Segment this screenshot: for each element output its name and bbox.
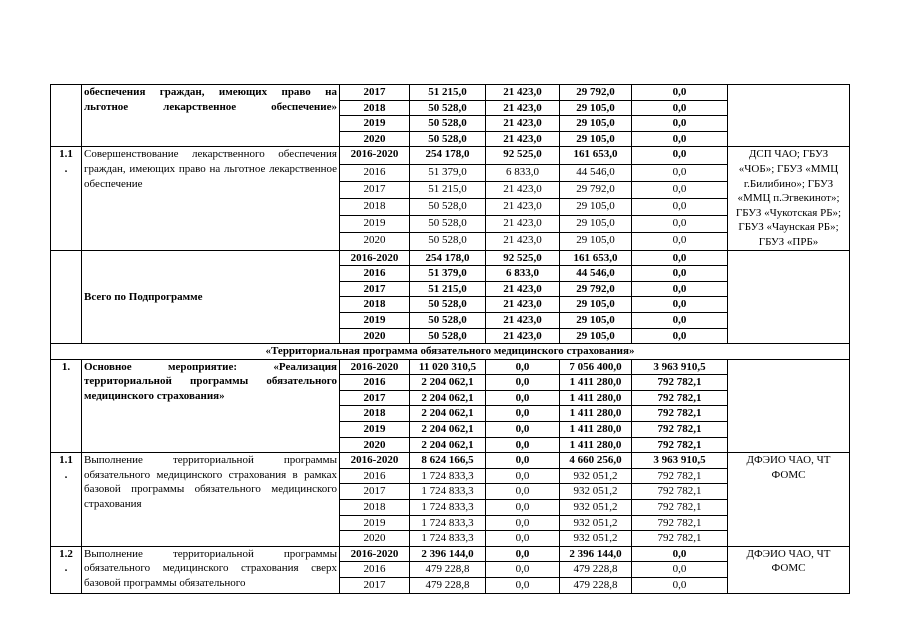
amount-cell: 792 782,1: [632, 531, 728, 547]
amount-cell: 2 204 062,1: [410, 390, 486, 406]
amount-cell: 1 724 833,3: [410, 484, 486, 500]
year-cell: 2016-2020: [340, 147, 410, 164]
amount-cell: 29 792,0: [560, 281, 632, 297]
amount-cell: 1 724 833,3: [410, 500, 486, 516]
budget-table: [50, 84, 850, 594]
amount-cell: 2 204 062,1: [410, 437, 486, 453]
year-cell: 2017: [340, 85, 410, 101]
year-cell: 2016-2020: [340, 546, 410, 562]
amount-cell: 792 782,1: [632, 500, 728, 516]
year-cell: 2016: [340, 375, 410, 391]
amount-cell: 50 528,0: [410, 116, 486, 132]
item-number: 1.1 .: [51, 147, 82, 250]
year-cell: 2020: [340, 531, 410, 547]
year-cell: 2019: [340, 216, 410, 233]
amount-cell: 479 228,8: [410, 578, 486, 594]
amount-cell: 0,0: [632, 546, 728, 562]
table-row: [51, 453, 850, 469]
amount-cell: 0,0: [486, 546, 560, 562]
amount-cell: 29 792,0: [560, 85, 632, 101]
year-cell: 2016-2020: [340, 250, 410, 266]
amount-cell: 161 653,0: [560, 250, 632, 266]
amount-cell: 21 423,0: [486, 181, 560, 198]
year-cell: 2016-2020: [340, 359, 410, 375]
table-body: [51, 85, 850, 594]
year-cell: 2018: [340, 198, 410, 215]
year-cell: 2020: [340, 131, 410, 147]
year-cell: 2017: [340, 578, 410, 594]
amount-cell: 50 528,0: [410, 312, 486, 328]
amount-cell: 44 546,0: [560, 164, 632, 181]
amount-cell: 0,0: [486, 531, 560, 547]
item-name: Выполнение территориальной программы обязательного медицинского страхования в рамках базовой программы обязательного медицинского страхования: [82, 453, 340, 547]
amount-cell: 0,0: [486, 468, 560, 484]
amount-cell: 0,0: [632, 85, 728, 101]
amount-cell: 1 411 280,0: [560, 375, 632, 391]
amount-cell: 4 660 256,0: [560, 453, 632, 469]
amount-cell: 0,0: [486, 375, 560, 391]
amount-cell: 0,0: [486, 390, 560, 406]
amount-cell: 50 528,0: [410, 216, 486, 233]
item-number: 1.: [51, 359, 82, 453]
amount-cell: 51 215,0: [410, 281, 486, 297]
amount-cell: 0,0: [486, 406, 560, 422]
amount-cell: 7 056 400,0: [560, 359, 632, 375]
amount-cell: 92 525,0: [486, 147, 560, 164]
amount-cell: 479 228,8: [560, 578, 632, 594]
amount-cell: 11 020 310,5: [410, 359, 486, 375]
amount-cell: 0,0: [632, 233, 728, 250]
amount-cell: 29 105,0: [560, 100, 632, 116]
amount-cell: 0,0: [486, 515, 560, 531]
item-name: обеспечения граждан, имеющих право на льготное лекарственное обеспечение»: [82, 85, 340, 147]
amount-cell: 0,0: [632, 100, 728, 116]
item-number: [51, 250, 82, 344]
amount-cell: 21 423,0: [486, 297, 560, 313]
amount-cell: 0,0: [486, 359, 560, 375]
amount-cell: 0,0: [632, 578, 728, 594]
amount-cell: 0,0: [486, 500, 560, 516]
executor-cell: [728, 85, 850, 147]
amount-cell: 792 782,1: [632, 390, 728, 406]
year-cell: 2016: [340, 266, 410, 282]
amount-cell: 0,0: [632, 328, 728, 344]
amount-cell: 792 782,1: [632, 468, 728, 484]
amount-cell: 29 105,0: [560, 312, 632, 328]
amount-cell: 29 105,0: [560, 198, 632, 215]
amount-cell: 0,0: [632, 281, 728, 297]
amount-cell: 0,0: [486, 578, 560, 594]
amount-cell: 21 423,0: [486, 328, 560, 344]
amount-cell: 792 782,1: [632, 406, 728, 422]
section-title: «Территориальная программа обязательного медицинского страхования»: [51, 344, 850, 360]
amount-cell: 254 178,0: [410, 250, 486, 266]
table-row: [51, 250, 850, 266]
executor-cell: ДСП ЧАО; ГБУЗ «ЧОБ»; ГБУЗ «ММЦ г.Билибино»; ГБУЗ «ММЦ п.Эгвекинот»; ГБУЗ «Чукотская РБ»; ГБУЗ «Чаунская РБ»; ГБУЗ «ПРБ»: [728, 147, 850, 250]
executor-cell: [728, 359, 850, 453]
amount-cell: 51 379,0: [410, 164, 486, 181]
amount-cell: 8 624 166,5: [410, 453, 486, 469]
amount-cell: 21 423,0: [486, 131, 560, 147]
year-cell: 2020: [340, 233, 410, 250]
executor-cell: ДФЭИО ЧАО, ЧТ ФОМС: [728, 453, 850, 547]
amount-cell: 21 423,0: [486, 312, 560, 328]
amount-cell: 1 411 280,0: [560, 406, 632, 422]
amount-cell: 0,0: [632, 164, 728, 181]
amount-cell: 21 423,0: [486, 116, 560, 132]
amount-cell: 3 963 910,5: [632, 359, 728, 375]
year-cell: 2020: [340, 437, 410, 453]
amount-cell: 479 228,8: [410, 562, 486, 578]
year-cell: 2019: [340, 312, 410, 328]
amount-cell: 0,0: [486, 562, 560, 578]
item-number: 1.2 .: [51, 546, 82, 593]
amount-cell: 51 215,0: [410, 181, 486, 198]
year-cell: 2020: [340, 328, 410, 344]
item-name: Совершенствование лекарственного обеспечения граждан, имеющих право на льготное лекарственное обеспечение: [82, 147, 340, 250]
amount-cell: 1 724 833,3: [410, 515, 486, 531]
amount-cell: 2 204 062,1: [410, 375, 486, 391]
amount-cell: 1 724 833,3: [410, 531, 486, 547]
amount-cell: 2 204 062,1: [410, 406, 486, 422]
section-row: [51, 344, 850, 360]
amount-cell: 0,0: [632, 131, 728, 147]
amount-cell: 2 396 144,0: [410, 546, 486, 562]
amount-cell: 254 178,0: [410, 147, 486, 164]
amount-cell: 792 782,1: [632, 375, 728, 391]
amount-cell: 51 379,0: [410, 266, 486, 282]
amount-cell: 21 423,0: [486, 233, 560, 250]
table-row: [51, 546, 850, 562]
item-number: 1.1 .: [51, 453, 82, 547]
amount-cell: 29 105,0: [560, 216, 632, 233]
year-cell: 2017: [340, 390, 410, 406]
year-cell: 2016-2020: [340, 453, 410, 469]
amount-cell: 932 051,2: [560, 468, 632, 484]
amount-cell: 21 423,0: [486, 216, 560, 233]
item-name: Основное мероприятие: «Реализация территориальной программы обязательного медицинского страхования»: [82, 359, 340, 453]
amount-cell: 51 215,0: [410, 85, 486, 101]
year-cell: 2018: [340, 100, 410, 116]
amount-cell: 44 546,0: [560, 266, 632, 282]
amount-cell: 161 653,0: [560, 147, 632, 164]
year-cell: 2017: [340, 281, 410, 297]
amount-cell: 50 528,0: [410, 198, 486, 215]
amount-cell: 21 423,0: [486, 85, 560, 101]
year-cell: 2018: [340, 297, 410, 313]
amount-cell: 6 833,0: [486, 266, 560, 282]
year-cell: 2019: [340, 422, 410, 438]
amount-cell: 932 051,2: [560, 515, 632, 531]
amount-cell: 1 411 280,0: [560, 422, 632, 438]
amount-cell: 29 105,0: [560, 297, 632, 313]
year-cell: 2019: [340, 116, 410, 132]
year-cell: 2016: [340, 468, 410, 484]
executor-cell: ДФЭИО ЧАО, ЧТ ФОМС: [728, 546, 850, 593]
amount-cell: 0,0: [632, 147, 728, 164]
amount-cell: 0,0: [486, 437, 560, 453]
executor-cell: [728, 250, 850, 344]
amount-cell: 792 782,1: [632, 422, 728, 438]
year-cell: 2018: [340, 406, 410, 422]
amount-cell: 6 833,0: [486, 164, 560, 181]
amount-cell: 0,0: [632, 266, 728, 282]
amount-cell: 29 105,0: [560, 233, 632, 250]
amount-cell: 3 963 910,5: [632, 453, 728, 469]
amount-cell: 0,0: [632, 297, 728, 313]
amount-cell: 0,0: [632, 116, 728, 132]
amount-cell: 2 204 062,1: [410, 422, 486, 438]
amount-cell: 0,0: [632, 312, 728, 328]
amount-cell: 0,0: [486, 453, 560, 469]
table-row: [51, 359, 850, 375]
amount-cell: 0,0: [632, 216, 728, 233]
amount-cell: 2 396 144,0: [560, 546, 632, 562]
amount-cell: 21 423,0: [486, 100, 560, 116]
amount-cell: 29 105,0: [560, 328, 632, 344]
year-cell: 2017: [340, 181, 410, 198]
amount-cell: 50 528,0: [410, 100, 486, 116]
amount-cell: 932 051,2: [560, 500, 632, 516]
table-row: [51, 85, 850, 101]
amount-cell: 479 228,8: [560, 562, 632, 578]
amount-cell: 792 782,1: [632, 484, 728, 500]
year-cell: 2017: [340, 484, 410, 500]
amount-cell: 792 782,1: [632, 437, 728, 453]
amount-cell: 932 051,2: [560, 484, 632, 500]
amount-cell: 50 528,0: [410, 328, 486, 344]
amount-cell: 1 724 833,3: [410, 468, 486, 484]
amount-cell: 29 792,0: [560, 181, 632, 198]
amount-cell: 29 105,0: [560, 131, 632, 147]
amount-cell: 0,0: [486, 484, 560, 500]
amount-cell: 1 411 280,0: [560, 437, 632, 453]
year-cell: 2019: [340, 515, 410, 531]
table-row: [51, 147, 850, 164]
amount-cell: 932 051,2: [560, 531, 632, 547]
amount-cell: 29 105,0: [560, 116, 632, 132]
amount-cell: 0,0: [632, 198, 728, 215]
year-cell: 2016: [340, 562, 410, 578]
item-number: [51, 85, 82, 147]
amount-cell: 792 782,1: [632, 515, 728, 531]
item-name: Выполнение территориальной программы обязательного медицинского страхования сверх базовой программы обязательного: [82, 546, 340, 593]
amount-cell: 21 423,0: [486, 281, 560, 297]
year-cell: 2018: [340, 500, 410, 516]
amount-cell: 92 525,0: [486, 250, 560, 266]
amount-cell: 0,0: [632, 250, 728, 266]
amount-cell: 1 411 280,0: [560, 390, 632, 406]
year-cell: 2016: [340, 164, 410, 181]
amount-cell: 0,0: [486, 422, 560, 438]
amount-cell: 0,0: [632, 562, 728, 578]
amount-cell: 50 528,0: [410, 297, 486, 313]
item-name: Всего по Подпрограмме: [82, 250, 340, 344]
amount-cell: 50 528,0: [410, 131, 486, 147]
amount-cell: 0,0: [632, 181, 728, 198]
amount-cell: 21 423,0: [486, 198, 560, 215]
amount-cell: 50 528,0: [410, 233, 486, 250]
